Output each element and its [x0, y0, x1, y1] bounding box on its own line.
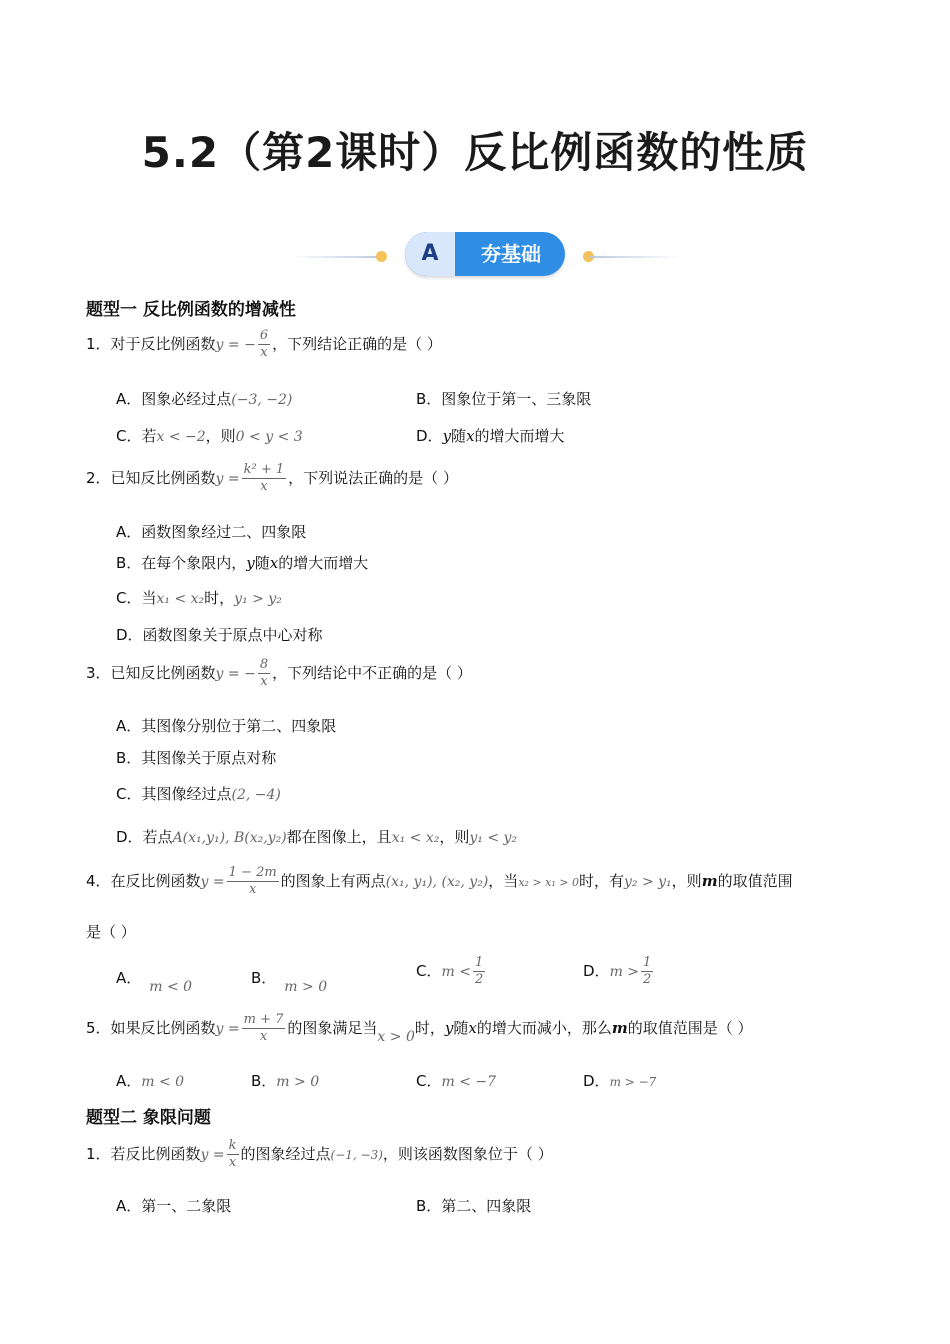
question-3-suffix: ，下列结论中不正确的是（ ）: [272, 664, 472, 682]
question-4-fraction: [227, 865, 279, 898]
question-3-fraction: [258, 657, 270, 690]
option-text: 的增大而增大: [278, 554, 369, 572]
fraction-numerator: m + 7: [243, 1012, 284, 1027]
page-title: 5.2（第2课时）反比例函数的性质: [141, 128, 809, 177]
option-label: D．若点: [116, 828, 173, 846]
question-2-suffix: ，下列说法正确的是（ ）: [288, 469, 458, 487]
section-title-2: 题型二 象限问题: [86, 1108, 211, 1128]
variable-y: y: [442, 427, 452, 445]
question-1-formula-lhs: y = −: [215, 337, 256, 353]
question-6-formula-lhs: y =: [200, 1147, 225, 1163]
question-text: 随: [453, 1019, 469, 1037]
fraction-denominator: x: [242, 1028, 286, 1045]
question-3-formula-lhs: y = −: [215, 666, 256, 682]
banner-line-right: [590, 256, 680, 258]
option-text: ，则: [439, 828, 470, 846]
banner-letter: A: [405, 232, 455, 276]
question-text: ，当: [488, 872, 519, 890]
option-label: B．在每个象限内，: [116, 554, 247, 572]
fraction-denominator: 2: [643, 972, 652, 987]
question-3-prefix: 3．已知反比例函数: [86, 664, 216, 682]
variable-x: x: [466, 427, 475, 445]
question-4-option-c[interactable]: [416, 955, 487, 988]
fraction-numerator: k: [228, 1138, 237, 1153]
question-3-option-a[interactable]: A．其图像分别位于第二、四象限: [116, 717, 337, 735]
option-fraction: [641, 955, 653, 988]
option-math: y₁ < y₂: [469, 830, 518, 846]
question-5-prefix: 5．如果反比例函数: [86, 1019, 216, 1037]
question-5-option-b[interactable]: [251, 1070, 319, 1091]
section-title-1: 题型一 反比例函数的增减性: [86, 300, 296, 320]
fraction-denominator: x: [227, 881, 279, 898]
question-text: 的图象满足当: [287, 1019, 378, 1037]
question-4-prefix: 4．在反比例函数: [86, 872, 201, 890]
option-text: ，则: [205, 427, 236, 445]
question-2-prefix: 2．已知反比例函数: [86, 469, 216, 487]
option-label: B．: [251, 1072, 277, 1090]
question-6-option-a[interactable]: A．第一、二象限: [116, 1197, 232, 1215]
option-label: D．: [416, 427, 443, 445]
question-4: [86, 865, 793, 898]
question-math: (−1, −3): [330, 1148, 383, 1162]
question-2-option-c[interactable]: [116, 587, 282, 608]
question-text: 的取值范围是（ ）: [627, 1019, 753, 1037]
option-label: C．若: [116, 427, 157, 445]
question-text: 的取值范围: [717, 872, 793, 890]
variable-m: m: [701, 872, 718, 890]
banner-pill: [405, 232, 565, 276]
question-math: x > 0: [377, 1029, 415, 1045]
question-1-prefix: 1．对于反比例函数: [86, 335, 216, 353]
fraction-numerator: 1: [643, 955, 652, 970]
question-4-option-a[interactable]: [116, 967, 193, 995]
option-text: 随: [451, 427, 467, 445]
question-6-option-b[interactable]: B．第二、四象限: [416, 1197, 532, 1215]
question-4-option-d[interactable]: [583, 955, 655, 988]
question-5-option-a[interactable]: [116, 1070, 184, 1091]
option-math: x₁ < x₂: [391, 830, 440, 846]
variable-y: y: [444, 1019, 454, 1037]
question-2: [86, 462, 458, 495]
option-text: 的增大而增大: [474, 427, 565, 445]
question-1-option-d[interactable]: [416, 425, 565, 446]
option-label: C．当: [116, 589, 157, 607]
option-math: A(x₁,y₁), B(x₂,y₂): [172, 830, 287, 846]
option-label: C．: [416, 962, 442, 980]
option-math: m > −7: [609, 1075, 657, 1089]
option-math: m < 0: [149, 979, 193, 995]
question-4-option-b[interactable]: [251, 967, 328, 995]
question-text: 的增大而减小，那么: [476, 1019, 612, 1037]
fraction-denominator: x: [258, 673, 270, 690]
question-1-option-b[interactable]: [416, 388, 591, 409]
fraction-numerator: k² + 1: [243, 462, 285, 477]
question-3: [86, 657, 472, 690]
question-2-option-b[interactable]: [116, 552, 368, 573]
question-text: ，则该函数图象位于（ ）: [382, 1145, 553, 1163]
question-text: 的图象上有两点: [280, 872, 386, 890]
question-3-option-c[interactable]: [116, 783, 281, 804]
option-math: m < −7: [441, 1074, 497, 1090]
question-math: (x₁, y₁), (x₂, y₂): [385, 874, 489, 890]
fraction-numerator: 8: [259, 657, 269, 672]
option-math: m >: [609, 964, 640, 980]
fraction-denominator: x: [227, 1154, 239, 1171]
question-text: 时，: [414, 1019, 445, 1037]
option-math: m > 0: [284, 979, 328, 995]
question-1-option-a[interactable]: [116, 388, 292, 409]
question-1-option-c[interactable]: [116, 425, 303, 446]
option-math: 0 < y < 3: [235, 429, 303, 445]
option-label: C．: [416, 1072, 442, 1090]
question-2-option-d[interactable]: D．函数图象关于原点中心对称: [116, 626, 323, 644]
option-label: D．: [583, 1072, 610, 1090]
option-label: B．图象位于第一、三象限: [416, 390, 592, 408]
question-5: [86, 1012, 753, 1045]
variable-x: x: [269, 554, 279, 572]
question-3-option-b[interactable]: B．其图像关于原点对称: [116, 749, 277, 767]
option-math: x₁ < x₂: [156, 591, 205, 607]
option-label: A．图象必经过点: [116, 390, 232, 408]
option-label: A．: [116, 1072, 142, 1090]
fraction-numerator: 6: [259, 328, 269, 343]
question-math: x₂ > x₁ > 0: [518, 876, 579, 889]
question-6-fraction: [227, 1138, 239, 1171]
question-2-formula-lhs: y =: [215, 471, 240, 487]
banner-line-left: [290, 256, 380, 258]
variable-m: m: [611, 1019, 628, 1037]
option-math: m > 0: [276, 1074, 320, 1090]
question-6-prefix: 1．若反比例函数: [86, 1145, 201, 1163]
question-1-suffix: ，下列结论正确的是（ ）: [272, 335, 442, 353]
option-text: 时，: [204, 589, 235, 607]
option-math: m < 0: [141, 1074, 185, 1090]
question-4-line-2: 是（ ）: [86, 923, 136, 941]
question-4-formula-lhs: y =: [200, 874, 225, 890]
fraction-denominator: x: [242, 478, 287, 495]
option-label: A．: [116, 969, 142, 987]
option-math: m <: [441, 964, 471, 980]
question-1: [86, 328, 442, 361]
option-math: y₁ > y₂: [234, 591, 282, 607]
question-3-option-d[interactable]: [116, 826, 517, 847]
option-text: 随: [254, 554, 270, 572]
question-text: 的图象经过点: [240, 1145, 331, 1163]
banner-text: 夯基础: [481, 242, 541, 266]
question-text: ，则: [671, 872, 702, 890]
question-5-option-d[interactable]: [583, 1070, 656, 1091]
question-5-fraction: [242, 1012, 286, 1045]
option-math: x < −2: [156, 429, 206, 445]
question-5-formula-lhs: y =: [215, 1021, 240, 1037]
section-banner: [290, 230, 680, 280]
question-2-option-a[interactable]: A．函数图象经过二、四象限: [116, 523, 307, 541]
question-math: y₂ > y₁: [623, 874, 672, 890]
option-math: (−3, −2): [231, 392, 293, 408]
fraction-numerator: 1 − 2m: [228, 865, 277, 880]
option-label: B．: [251, 969, 277, 987]
option-fraction: [473, 955, 485, 988]
question-5-option-c[interactable]: [416, 1070, 496, 1091]
variable-y: y: [246, 554, 255, 572]
question-text: 时，有: [578, 872, 624, 890]
option-math: (2, −4): [231, 787, 281, 803]
banner-dot-left: [376, 251, 387, 262]
option-label: C．其图像经过点: [116, 785, 232, 803]
question-2-fraction: [242, 462, 287, 495]
fraction-denominator: x: [258, 344, 270, 361]
fraction-denominator: 2: [474, 972, 484, 987]
question-1-fraction: [258, 328, 270, 361]
option-text: 都在图像上，且: [286, 828, 392, 846]
option-label: D．: [583, 962, 610, 980]
fraction-numerator: 1: [474, 955, 484, 970]
variable-x: x: [468, 1019, 477, 1037]
question-6: [86, 1138, 553, 1171]
